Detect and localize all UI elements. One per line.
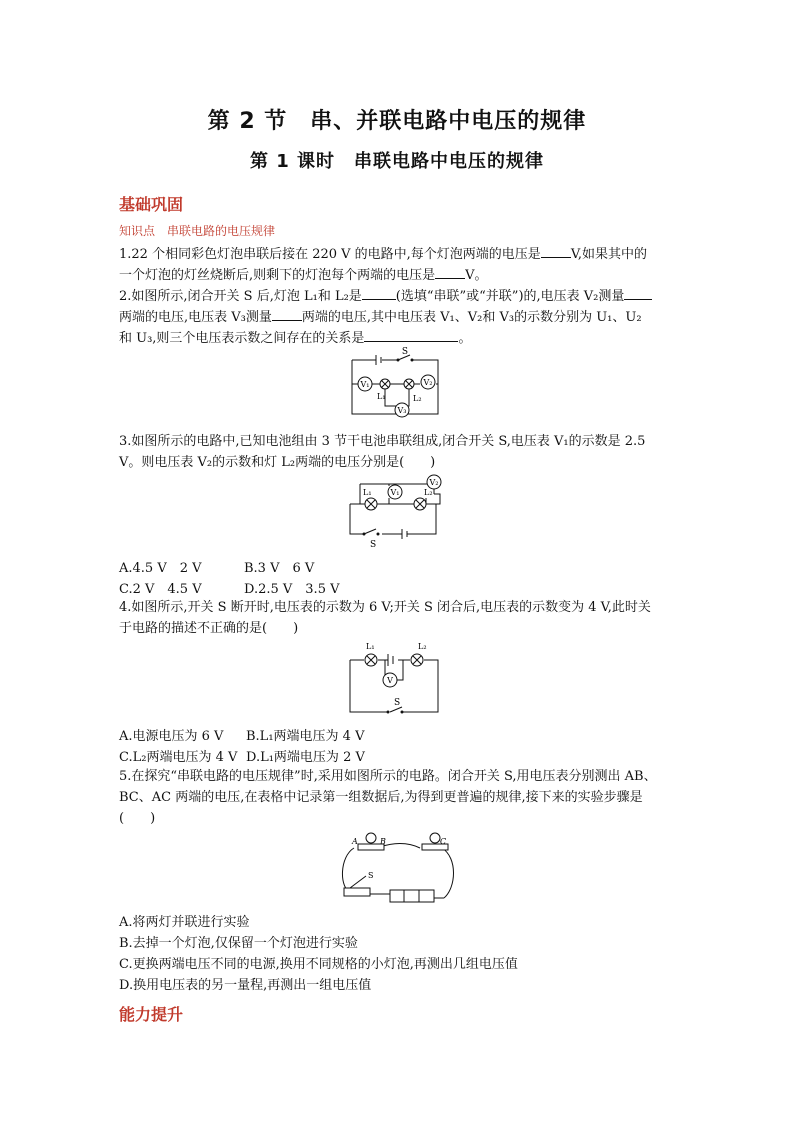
answer-blank[interactable]	[272, 306, 302, 321]
section-basic-heading: 基础巩固	[119, 195, 184, 214]
switch-label: S	[394, 698, 401, 708]
svg-text:L₁: L₁	[366, 642, 375, 651]
question-2-line-3: 和 U₃,则三个电压表示数之间存在的关系是 。	[119, 327, 471, 349]
question-1-line-2: 一个灯泡的灯丝烧断后,则剩下的灯泡每个两端的电压是 V。	[119, 264, 488, 286]
question-2-line-2: 两端的电压,电压表 V₃测量 两端的电压,其中电压表 V₁、V₂和 V₃的示数分别为 U₁、U₂	[119, 306, 642, 328]
svg-text:V₃: V₃	[397, 406, 407, 415]
question-1-line-1: 1.22 个相同彩色灯泡串联后接在 220 V 的电路中,每个灯泡两端的电压是 V,如果其中的	[119, 243, 647, 265]
question-3-option-c[interactable]: C.2 V 4.5 V	[119, 582, 202, 597]
question-3-option-a[interactable]: A.4.5 V 2 V	[119, 561, 202, 576]
knowledge-point-label: 知识点 串联电路的电压规律	[119, 224, 276, 238]
question-3-line-2: V。则电压表 V₂的示数和灯 L₂两端的电压分别是( )	[119, 455, 436, 470]
switch-label: S	[401, 347, 409, 357]
switch-label: S	[370, 540, 377, 550]
svg-text:V₁: V₁	[390, 488, 400, 497]
question-5-line-3: ( )	[119, 811, 156, 826]
question-3-option-d[interactable]: D.2.5 V 3.5 V	[244, 582, 340, 597]
answer-blank[interactable]	[362, 285, 396, 300]
answer-blank[interactable]	[541, 243, 571, 258]
question-4-option-d[interactable]: D.L₁两端电压为 2 V	[246, 750, 365, 765]
svg-text:L₂: L₂	[424, 488, 433, 497]
answer-blank[interactable]	[364, 327, 458, 342]
question-2-line-1: 2.如图所示,闭合开关 S 后,灯泡 L₁和 L₂是 (选填“串联”或“并联”)的,电压表 V₂测量	[119, 285, 652, 307]
question-5-line-1: 5.在探究“串联电路的电压规律”时,采用如图所示的电路。闭合开关 S,用电压表分别测出 AB、	[119, 769, 657, 784]
question-4-option-a[interactable]: A.电源电压为 6 V	[119, 729, 224, 744]
svg-text:L₁: L₁	[363, 488, 372, 497]
question-5-option-c[interactable]: C.更换两端电压不同的电源,换用不同规格的小灯泡,再测出几组电压值	[119, 957, 518, 972]
page-title: 第 2 节 串、并联电路中电压的规律	[207, 109, 587, 134]
answer-blank[interactable]	[435, 264, 465, 279]
svg-text:V₂: V₂	[429, 478, 439, 487]
question-5-option-d[interactable]: D.换用电压表的另一量程,再测出一组电压值	[119, 978, 372, 993]
question-2-circuit-diagram	[340, 346, 452, 422]
section-advanced-heading: 能力提升	[119, 1005, 184, 1024]
point-b-label: B	[380, 837, 386, 846]
switch-label: S	[368, 871, 374, 880]
question-4-option-b[interactable]: B.L₁两端电压为 4 V	[246, 729, 365, 744]
svg-text:L₁: L₁	[377, 392, 386, 401]
question-4-circuit-diagram	[346, 640, 442, 720]
question-3-circuit-diagram	[344, 474, 446, 550]
svg-text:L₂: L₂	[413, 394, 422, 403]
point-c-label: C	[440, 837, 447, 846]
question-5-apparatus-diagram	[332, 828, 460, 906]
question-4-line-2: 于电路的描述不正确的是( )	[119, 621, 299, 636]
page-subtitle: 第 1 课时 串联电路中电压的规律	[249, 151, 545, 172]
question-3-option-b[interactable]: B.3 V 6 V	[244, 561, 315, 576]
question-5-line-2: BC、AC 两端的电压,在表格中记录第一组数据后,为得到更普遍的规律,接下来的实验步骤是	[119, 790, 643, 805]
svg-text:V: V	[387, 676, 393, 685]
answer-blank[interactable]	[624, 285, 652, 300]
svg-text:L₂: L₂	[418, 642, 427, 651]
question-3-line-1: 3.如图所示的电路中,已知电池组由 3 节干电池串联组成,闭合开关 S,电压表 V₁的示数是 2.5	[119, 434, 646, 449]
point-a-label: A	[352, 837, 358, 846]
question-4-option-c[interactable]: C.L₂两端电压为 4 V	[119, 750, 238, 765]
svg-text:V₁: V₁	[360, 380, 370, 389]
question-5-option-b[interactable]: B.去掉一个灯泡,仅保留一个灯泡进行实验	[119, 936, 358, 951]
question-4-line-1: 4.如图所示,开关 S 断开时,电压表的示数为 6 V;开关 S 闭合后,电压表的示数变为 4 V,此时关	[119, 600, 651, 615]
svg-text:V₂: V₂	[423, 378, 433, 387]
question-5-option-a[interactable]: A.将两灯并联进行实验	[119, 915, 250, 930]
